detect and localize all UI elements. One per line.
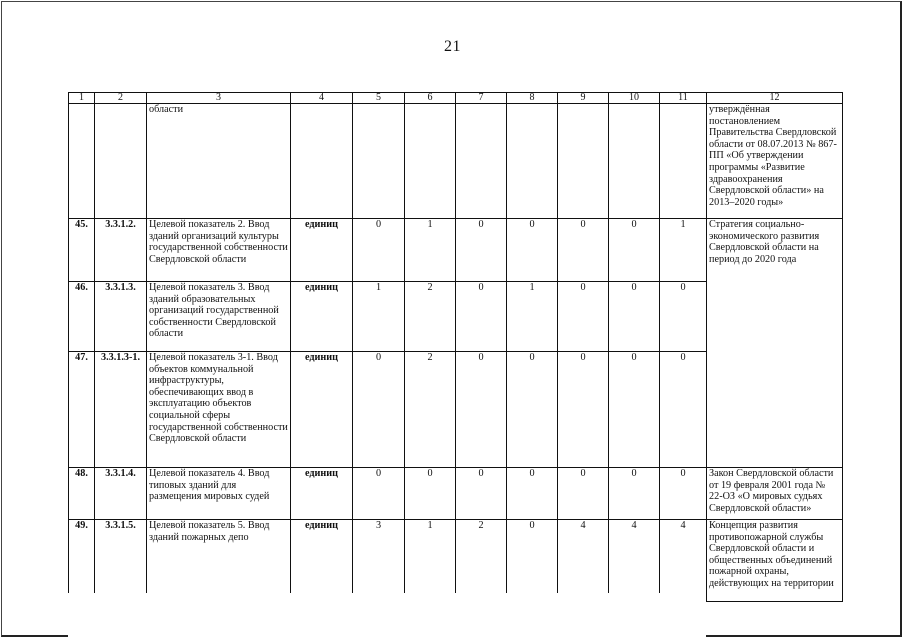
cell-value: 3 [353,520,405,602]
cell-value: 0 [558,282,609,352]
cell-unit: единиц [291,352,353,468]
cell-value: 1 [353,282,405,352]
cell-value: 0 [507,352,558,468]
cell-unit [291,104,353,219]
cell-value: 0 [507,520,558,602]
cell-unit: единиц [291,468,353,520]
cell-value: 1 [405,520,456,602]
cell-indicator-name: области [147,104,291,219]
cell-code: 3.3.1.4. [95,468,147,520]
cell-index: 47. [69,352,95,468]
cell-index: 48. [69,468,95,520]
cell-value [558,104,609,219]
column-header: 8 [507,93,558,104]
cell-index [69,104,95,219]
column-header: 1 [69,93,95,104]
cell-value: 0 [609,468,660,520]
page-cutoff [68,593,706,638]
cell-value [456,104,507,219]
table-row [69,520,843,602]
cell-code: 3.3.1.3-1. [95,352,147,468]
cell-value [660,104,707,219]
cell-indicator-name: Целевой показатель 5. Ввод зданий пожарных депо [147,520,291,602]
cell-value [609,104,660,219]
column-header: 7 [456,93,507,104]
cell-value: 0 [456,219,507,282]
cell-value: 0 [609,282,660,352]
cell-value: 2 [405,352,456,468]
column-header: 10 [609,93,660,104]
cell-value: 0 [558,468,609,520]
column-header: 9 [558,93,609,104]
cell-value: 0 [507,219,558,282]
cell-value: 0 [507,468,558,520]
cell-value: 0 [660,468,707,520]
table-row [69,219,843,282]
cell-basis: Стратегия социально-экономического развития Свердловской области на период до 2020 года [707,219,843,468]
table-row-continued [69,104,843,219]
column-header: 12 [707,93,843,104]
cell-basis: утверждённая постановлением Правительства Свердловской области от 08.07.2013 № 867-ПП «Об утверждении программы «Развитие здравоохранения Свердловской области» на 2013–2020 годы» [707,104,843,219]
cell-value: 4 [609,520,660,602]
cell-value: 0 [660,282,707,352]
cell-unit: единиц [291,219,353,282]
cell-value: 1 [405,219,456,282]
cell-value: 0 [353,352,405,468]
page-number: 21 [444,38,461,55]
cell-value: 0 [405,468,456,520]
cell-basis: Концепция развития противопожарной службы Свердловской области и общественных объединений пожарной охраны, действующих на территории [707,520,843,602]
cell-value: 0 [660,352,707,468]
cell-value: 0 [558,219,609,282]
cell-unit: единиц [291,520,353,602]
cell-code: 3.3.1.5. [95,520,147,602]
cell-indicator-name: Целевой показатель 2. Ввод зданий организаций культуры государственной собственности Свердловской области [147,219,291,282]
cell-index: 49. [69,520,95,602]
cell-value [353,104,405,219]
cell-value: 1 [507,282,558,352]
cell-indicator-name: Целевой показатель 3. Ввод зданий образовательных организаций государственной собственности Свердловской области [147,282,291,352]
cell-value: 0 [456,282,507,352]
cell-value: 2 [456,520,507,602]
column-header: 3 [147,93,291,104]
table-row [69,468,843,520]
cell-indicator-name: Целевой показатель 4. Ввод типовых зданий для размещения мировых судей [147,468,291,520]
cell-indicator-name: Целевой показатель 3-1. Ввод объектов коммунальной инфраструктуры, обеспечивающих ввод в эксплуатацию объектов социальной сферы государственной собственности Свердловской области [147,352,291,468]
cell-value: 0 [456,352,507,468]
cell-value: 1 [660,219,707,282]
cell-code: 3.3.1.3. [95,282,147,352]
cell-value: 0 [456,468,507,520]
cell-basis: Закон Свердловской области от 19 февраля 2001 года № 22-ОЗ «О мировых судьях Свердловской области» [707,468,843,520]
cell-value [405,104,456,219]
cell-value: 0 [353,468,405,520]
column-header: 2 [95,93,147,104]
cell-value: 0 [609,352,660,468]
column-header: 6 [405,93,456,104]
column-header: 11 [660,93,707,104]
indicators-table [68,92,843,602]
cell-value: 0 [609,219,660,282]
cell-code: 3.3.1.2. [95,219,147,282]
cell-value: 4 [558,520,609,602]
cell-value: 0 [353,219,405,282]
cell-index: 46. [69,282,95,352]
cell-value: 4 [660,520,707,602]
cell-unit: единиц [291,282,353,352]
column-header: 5 [353,93,405,104]
header-row [69,93,843,104]
cell-value: 0 [558,352,609,468]
cell-code [95,104,147,219]
cell-value: 2 [405,282,456,352]
cell-index: 45. [69,219,95,282]
cell-value [507,104,558,219]
column-header: 4 [291,93,353,104]
